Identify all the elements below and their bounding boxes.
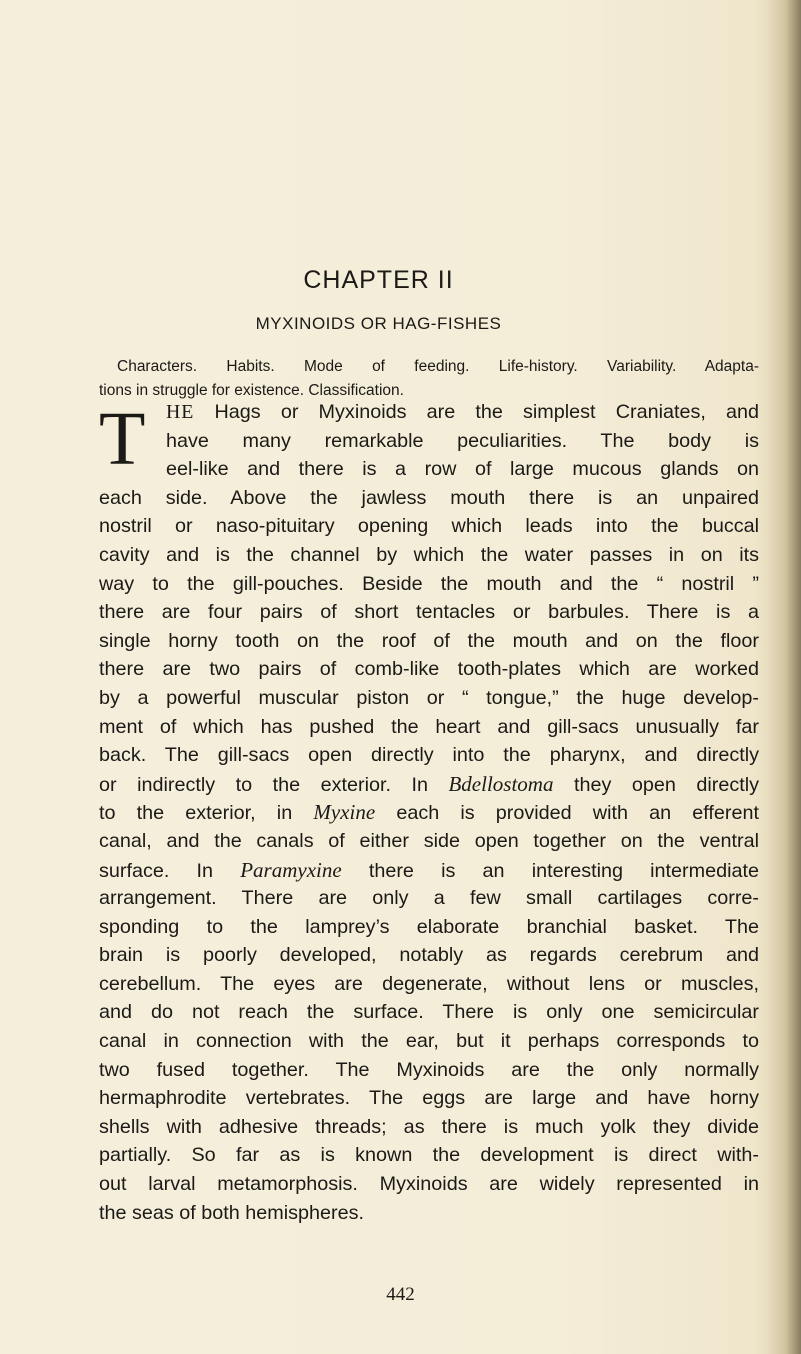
body-line: partially. So far as is known the development is direct with- — [99, 1144, 759, 1167]
body-line: out larval metamorphosis. Myxinoids are widely represented in — [99, 1173, 759, 1196]
body-line: eel-like and there is a row of large mucous glands on — [166, 458, 759, 481]
body-line: the seas of both hemispheres. — [99, 1201, 365, 1224]
body-line: cavity and is the channel by which the water passes in on its — [99, 543, 759, 566]
body-line: shells with adhesive threads; as there is much yolk they divide — [99, 1115, 759, 1138]
body-line: ment of which has pushed the heart and gill-sacs unusually far — [99, 715, 759, 738]
body-line: surface. In Paramyxine there is an interesting intermediate — [99, 857, 760, 882]
body-line: canal, and the canals of either side open together on the ventral — [99, 829, 759, 852]
section-title: MYXINOIDS OR HAG-FISHES — [255, 314, 502, 333]
body-line: HE Hags or Myxinoids are the simplest Craniates, and — [166, 401, 759, 423]
page-number: 442 — [386, 1284, 415, 1305]
body-line: brain is poorly developed, notably as regards cerebrum and — [99, 944, 759, 967]
summary-line-1: Characters. Habits. Mode of feeding. Life-history. Variability. Adapta- — [117, 358, 759, 375]
summary-line-2: tions in struggle for existence. Classification. — [99, 382, 404, 399]
body-line: or indirectly to the exterior. In Bdellostoma they open directly — [99, 771, 760, 796]
chapter-title: CHAPTER II — [303, 266, 454, 294]
body-line: two fused together. The Myxinoids are the only normally — [99, 1058, 759, 1081]
body-line: way to the gill-pouches. Beside the mouth and the “ nostril ” — [99, 572, 759, 595]
body-line: canal in connection with the ear, but it perhaps corresponds to — [99, 1030, 759, 1053]
genus-bdellostoma: Bdellostoma — [448, 771, 554, 796]
body-line: there are two pairs of comb-like tooth-plates which are worked — [99, 658, 759, 681]
body-line: single horny tooth on the roof of the mouth and on the floor — [99, 629, 759, 652]
body-line: hermaphrodite vertebrates. The eggs are large and have horny — [99, 1087, 759, 1110]
body-line: and do not reach the surface. There is only one semicircular — [99, 1001, 759, 1024]
body-line: nostril or naso-pituitary opening which leads into the buccal — [99, 515, 759, 538]
body-line: have many remarkable peculiarities. The body is — [166, 429, 759, 452]
body-line: each side. Above the jawless mouth there is an unpaired — [99, 486, 759, 509]
drop-cap-rest: HE — [166, 401, 195, 423]
page-edge-shadow — [767, 0, 801, 1354]
body-paragraph — [99, 398, 759, 1227]
body-line: by a powerful muscular piston or “ tongue,” the huge develop- — [99, 686, 759, 709]
genus-paramyxine: Paramyxine — [240, 857, 342, 882]
body-line: there are four pairs of short tentacles or barbules. There is a — [99, 601, 759, 624]
body-line: sponding to the lamprey’s elaborate branchial basket. The — [99, 915, 759, 938]
body-line: to the exterior, in Myxine each is provided with an efferent — [99, 800, 760, 825]
genus-myxine: Myxine — [313, 800, 376, 825]
body-line: arrangement. There are only a few small cartilages corre- — [99, 887, 759, 910]
body-line: back. The gill-sacs open directly into the pharynx, and directly — [99, 744, 759, 767]
chapter-summary — [99, 355, 759, 403]
body-line: cerebellum. The eyes are degenerate, without lens or muscles, — [99, 972, 759, 995]
drop-cap: T — [99, 397, 146, 481]
